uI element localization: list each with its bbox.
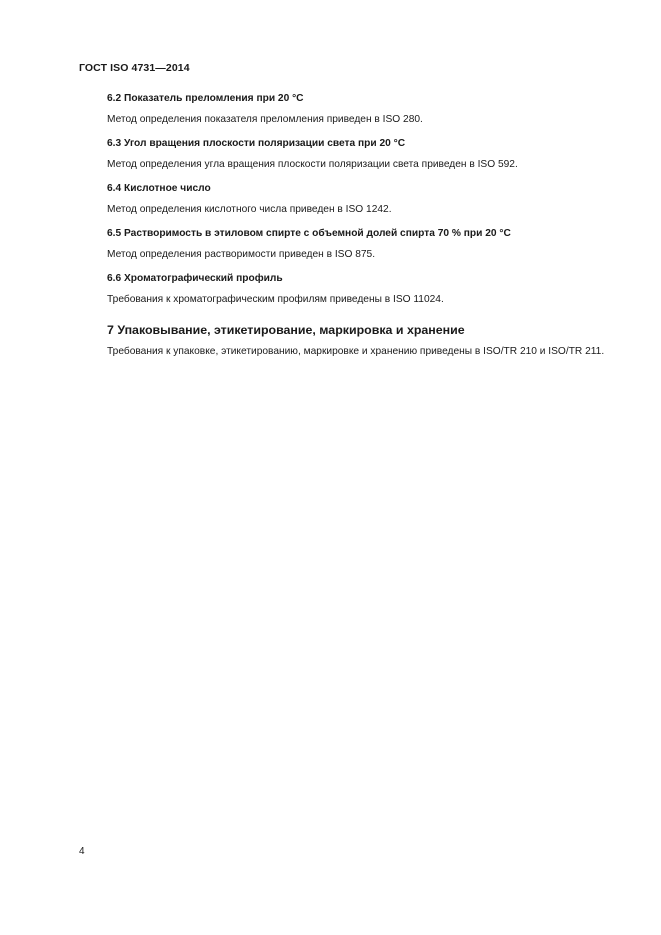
subsection-title: 6.4 Кислотное число (107, 183, 211, 194)
subsection-text: Метод определения растворимости приведен в ISO 875. (107, 249, 376, 260)
subsection-6-4 (79, 182, 615, 217)
subsection-6-3 (79, 137, 615, 172)
section-7-text: Требования к упаковке, этикетированию, маркировке и хранению приведены в ISO/TR 210 и ISO/TR 211. (107, 346, 605, 357)
document-header: ГОСТ ISO 4731—2014 (79, 62, 190, 74)
section-7-title: 7 Упаковывание, этикетирование, маркировка и хранение (107, 323, 465, 337)
subsection-title: 6.2 Показатель преломления при 20 °С (107, 93, 304, 104)
subsection-6-2 (79, 92, 615, 127)
subsection-title: 6.5 Растворимость в этиловом спирте с объемной долей спирта 70 % при 20 °С (107, 228, 511, 239)
subsection-title: 6.3 Угол вращения плоскости поляризации света при 20 °С (107, 138, 406, 149)
subsection-text: Метод определения кислотного числа приведен в ISO 1242. (107, 204, 392, 215)
page-number: 4 (79, 846, 85, 857)
subsection-text: Метод определения угла вращения плоскости поляризации света приведен в ISO 592. (107, 159, 518, 170)
subsection-text: Требования к хроматографическим профилям приведены в ISO 11024. (107, 294, 444, 305)
document-body (79, 92, 615, 359)
subsection-title: 6.6 Хроматографический профиль (107, 273, 283, 284)
subsection-text: Метод определения показателя преломления приведен в ISO 280. (107, 114, 423, 125)
subsection-6-5 (79, 227, 615, 262)
subsection-6-6 (79, 272, 615, 307)
